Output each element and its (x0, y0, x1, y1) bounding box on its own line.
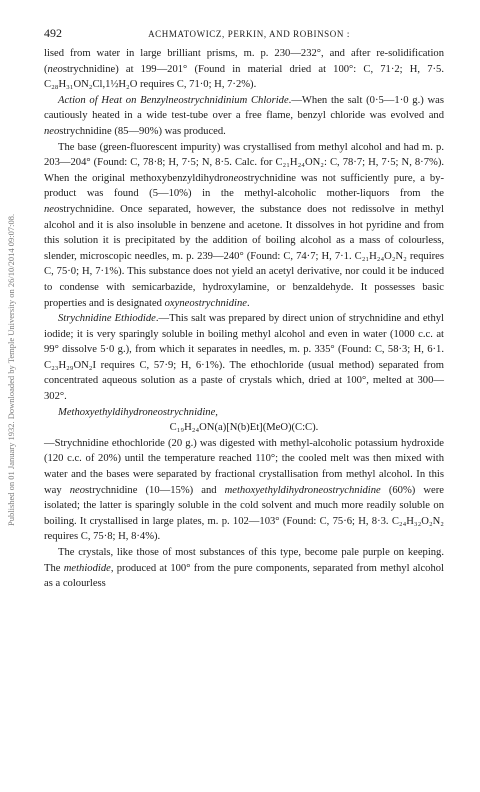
italic-text: neo (47, 63, 63, 75)
text-run: (60%) were isolated; the latter is sparingly soluble in the cold solvent and much more readily soluble on boiling. It crystallised in large plates, m. p. 102—103° (Found: C, 75·6; H, 8·3. C₂₄H₃₂O₂N₂ requires C, 75·8; H, 8·4%). (44, 484, 444, 543)
italic-text: Methoxyethyldihydroneostrychnidine (58, 406, 216, 418)
paragraph (44, 311, 444, 405)
running-title: ACHMATOWICZ, PERKIN, AND ROBINSON : (148, 29, 350, 39)
text-run: strychnidine. Once separated, however, the substance does not redissolve in methyl alcohol and it is also insoluble in benzene and acetone. It dissolves in hot pyridine and from this solution it is precipitated by the addition of boiling alcohol as a mass of colourless, slender, microscopic needles, m. p. 239—240° (Found: C, 74·7; H, 7·1. C₂₁H₂₄O₂N₂ requires C, 75·0; H, 7·1%). This substance does not yield an acetyl derivative, nor could it be induced to condense with semicarbazide, hydroxylamine, or benzaldehyde. It possesses basic properties and is designated (44, 203, 444, 309)
text-run: strychnidine was not sufficiently pure, a by-product was found (5—10%) in the methyl-alcoholic mother-liquors from the (44, 172, 444, 200)
italic-text: Action of Heat on Benzylneostrychnidinium Chloride (58, 94, 289, 106)
italic-text: oxyneostrychnidine (164, 297, 247, 309)
text-run: strychnidine (10—15%) and (85, 484, 225, 496)
text-run: strychnidine) at 199—201° (Found in material dried at 100°: C, 71·2; H, 7·5. C₂₈H₃₁ON₂Cl,1½H₂O requires C, 71·0; H, 7·2%). (44, 63, 444, 91)
italic-text: neo (228, 172, 244, 184)
text-run: .—This salt was prepared by direct union of strychnidine and ethyl iodide; it is very sparingly soluble in boiling methyl alcohol and even in water (1000 c.c. at 99° dissolve 5·0 g.), from which it separates in needles, m. p. 335° (Found: C, 58·3; H, 6·1. C₂₃H₂₉ON₂I requires C, 57·9; H, 6·1%). The ethochloride (usual method) separated from concentrated aqueous solution as a paste of crystals which, dried at 100°, melted at 300—302°. (44, 313, 445, 403)
page-header (44, 26, 444, 42)
text-run: The base (green-fluorescent impurity) was crystallised from methyl alcohol and had m. p. 203—204° (Found: C, 78·8; H, 7·5; N, 8·5. Calc. for C₂₁H₂₄ON₂: C, 78·7; H, 7·5; N, 8·7%). When the original methoxybenzyldihydro (44, 141, 444, 184)
italic-text: neo (44, 125, 60, 137)
italic-text: Strychnidine Ethiodide (58, 313, 156, 325)
paragraph (44, 93, 444, 140)
paragraph (44, 436, 444, 545)
paragraph (44, 405, 444, 421)
text-run: .—When the salt (0·5—1·0 g.) was cautiously heated in a wide test-tube over a free flame, benzyl chloride was evolved and (44, 94, 444, 122)
text-run: , produced at 100° from the pure components, separated from methyl alcohol as a colourless (44, 562, 444, 590)
page-number: 492 (44, 26, 62, 40)
italic-text: methoxyethyldihydroneostrychnidine (224, 484, 381, 496)
text-run: . (247, 297, 250, 309)
text-run: , (215, 406, 218, 418)
paragraph (44, 46, 444, 93)
italic-text: methiodide (63, 562, 111, 574)
page-body (44, 26, 444, 592)
text-run: The crystals, like those of most substances of this type, become pale purple on keeping. The (44, 547, 444, 574)
text-run: strychnidine (85—90%) was produced. (59, 125, 226, 137)
download-watermark: Published on 01 January 1932. Downloaded by Temple University on 26/10/2014 09:07:08. (6, 213, 16, 527)
paragraph (44, 140, 444, 312)
text-run: —Strychnidine ethochloride (20 g.) was digested with methyl-alcoholic potassium hydroxide (120 c.c. of 20%) until the temperature reached 110°; the cooled melt was then mixed with water and the bases were separated by fractional crystallisation from methyl alcohol. In this way (44, 437, 444, 496)
formula-line: C₁₉H₂₄ON(a)[N(b)Et](MeO)(C:C). (169, 422, 319, 434)
article-text (44, 46, 444, 592)
text-run: lised from water in large brilliant prisms, m. p. 230—232°, and after re-solidification ( (44, 48, 444, 75)
italic-text: neo (44, 203, 60, 215)
italic-text: neo (69, 484, 86, 496)
paragraph (44, 545, 444, 592)
